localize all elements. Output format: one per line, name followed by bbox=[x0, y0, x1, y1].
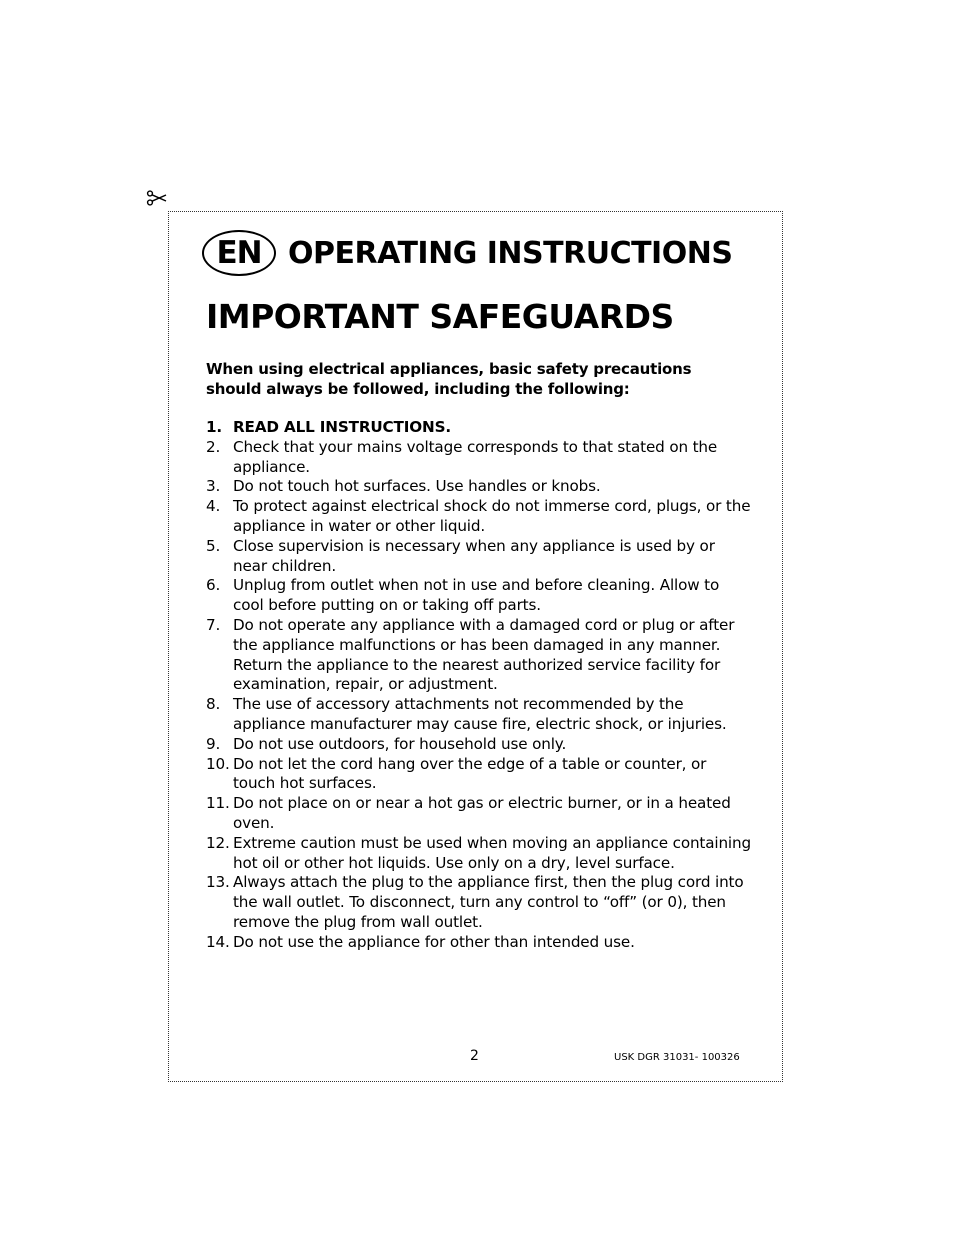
item-text: Do not use the appliance for other than intended use. bbox=[233, 932, 635, 951]
list-item bbox=[206, 477, 751, 497]
item-number: 2. bbox=[206, 437, 221, 456]
list-item bbox=[206, 576, 751, 616]
item-number: 12. bbox=[206, 833, 230, 852]
item-number: 4. bbox=[206, 497, 221, 516]
language-badge: EN bbox=[202, 230, 276, 276]
list-item bbox=[206, 616, 751, 695]
list-item bbox=[206, 497, 751, 537]
item-text: Do not operate any appliance with a damaged cord or plug or after the appliance malfunctions or has been damaged in any manner. Return the appliance to the nearest authorized service facility for examination, repair, or adjustment. bbox=[233, 615, 735, 694]
header-title: OPERATING INSTRUCTIONS bbox=[288, 235, 733, 271]
scissors-icon bbox=[146, 187, 168, 209]
header bbox=[202, 226, 732, 280]
item-text: Do not use outdoors, for household use only. bbox=[233, 734, 567, 753]
list-item bbox=[206, 537, 751, 577]
intro-text: When using electrical appliances, basic safety precautions should always be followed, including the following: bbox=[206, 360, 692, 398]
item-number: 5. bbox=[206, 536, 221, 555]
item-number: 1. bbox=[206, 418, 223, 436]
item-text: Check that your mains voltage corresponds to that stated on the appliance. bbox=[233, 437, 718, 476]
list-item bbox=[206, 438, 751, 478]
item-number: 14. bbox=[206, 932, 230, 951]
item-number: 10. bbox=[206, 754, 230, 773]
item-number: 9. bbox=[206, 734, 221, 753]
list-item bbox=[206, 873, 751, 932]
list-item bbox=[206, 834, 751, 874]
item-text: Do not let the cord hang over the edge of a table or counter, or touch hot surfaces. bbox=[233, 754, 707, 793]
list-item bbox=[206, 695, 751, 735]
item-text: Always attach the plug to the appliance first, then the plug cord into the wall outlet. To disconnect, turn any control to “off” (or 0), then remove the plug from wall outlet. bbox=[233, 873, 744, 931]
item-number: 13. bbox=[206, 873, 230, 892]
item-text: Extreme caution must be used when moving an appliance containing hot oil or other hot liquids. Use only on a dry, level surface. bbox=[233, 833, 751, 872]
item-number: 3. bbox=[206, 477, 221, 496]
item-text: Do not place on or near a hot gas or electric burner, or in a heated oven. bbox=[233, 794, 731, 832]
item-text: The use of accessory attachments not recommended by the appliance manufacturer may cause fire, electric shock, or injuries. bbox=[233, 695, 727, 733]
page-number: 2 bbox=[470, 1048, 479, 1064]
safeguards-list bbox=[206, 418, 751, 953]
item-text: Unplug from outlet when not in use and before cleaning. Allow to cool before putting on or taking off parts. bbox=[233, 576, 720, 615]
item-text: Close supervision is necessary when any appliance is used by or near children. bbox=[233, 536, 715, 575]
document-code: USK DGR 31031- 100326 bbox=[614, 1052, 740, 1063]
item-number: 11. bbox=[206, 794, 230, 813]
item-number: 8. bbox=[206, 695, 221, 714]
item-number: 7. bbox=[206, 615, 221, 634]
page-title: IMPORTANT SAFEGUARDS bbox=[206, 297, 674, 336]
item-text: To protect against electrical shock do not immerse cord, plugs, or the appliance in water or other liquid. bbox=[233, 497, 751, 535]
list-item bbox=[206, 418, 751, 438]
list-item bbox=[206, 735, 751, 755]
item-number: 6. bbox=[206, 576, 221, 595]
list-item bbox=[206, 794, 751, 834]
item-text: READ ALL INSTRUCTIONS. bbox=[233, 418, 451, 436]
item-text: Do not touch hot surfaces. Use handles or knobs. bbox=[233, 477, 601, 496]
list-item bbox=[206, 755, 751, 795]
list-item bbox=[206, 933, 751, 953]
